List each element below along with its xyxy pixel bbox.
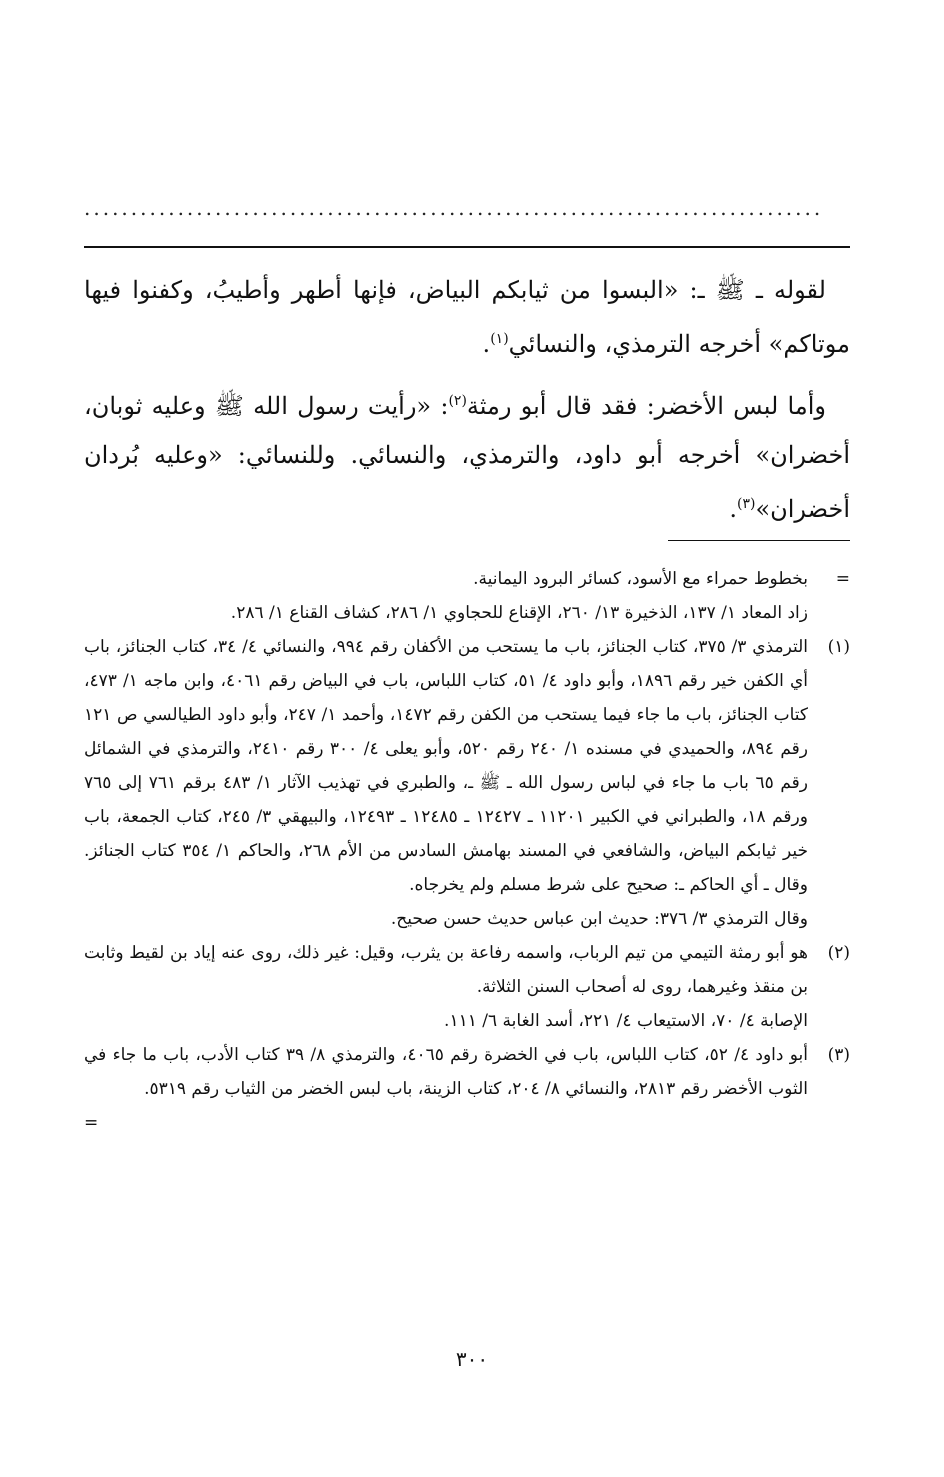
paragraph-2-end: . xyxy=(729,495,737,523)
footnotes xyxy=(84,562,850,1140)
paragraph-1-end: . xyxy=(482,330,491,358)
continuation-line-2: زاد المعاد ١/ ١٣٧، الذخيرة ١٣/ ٢٦٠، الإقناع للحجاوي ١/ ٢٨٦، كشاف القناع ١/ ٢٨٦. xyxy=(230,603,808,623)
footnote-3-number: (٣) xyxy=(827,1045,850,1065)
footnote-ref-3[interactable]: (٣) xyxy=(736,496,756,512)
paragraph-1 xyxy=(84,266,850,369)
footnote-ref-2[interactable]: (٢) xyxy=(448,393,467,409)
footnote-2-text: هو أبو رمثة التيمي من تيم الرباب، واسمه رفاعة بن يثرب، وقيل: غير ذلك، روى عنه إياد بن لقيط وثابت بن منقذ وغيرهما، روى له أصحاب السنن الثلاثة. xyxy=(84,943,808,997)
continuation-line-1: بخطوط حمراء مع الأسود، كسائر البرود اليمانية. xyxy=(473,569,808,589)
footnote-1-extra: وقال الترمذي ٣/ ٣٧٦: حديث ابن عباس حديث حسن صحيح. xyxy=(390,909,808,929)
header-rule xyxy=(84,246,850,248)
footnote-3-continuation-marker: = xyxy=(84,1113,99,1133)
footnote-1-text: الترمذي ٣/ ٣٧٥، كتاب الجنائز، باب ما يستحب من الأكفان رقم ٩٩٤، والنسائي ٤/ ٣٤، كتاب الجنائز، باب أي الكفن خير رقم ١٨٩٦، وأبو داود ٤/ ٥١، كتاب اللباس، باب في البياض رقم ٤٠٦١، وابن ماجه ١/ ٤٧٣، كتاب الجنائز، باب ما جاء فيما يستحب من الكفن رقم ١٤٧٢، وأحمد ١/ ٢٤٧، وأبو داود الطيالسي ص ١٢١ رقم ٨٩٤، والحميدي في مسنده ١/ ٢٤٠ رقم ٥٢٠، وأبو يعلى ٤/ ٣٠٠ رقم ٢٤١٠، والترمذي في الشمائل رقم ٦٥ باب ما جاء في لباس رسول الله ـ ﷺ ـ، والطبري في تهذيب الآثار ١/ ٤٨٣ برقم ٧٦١ إلى ٧٦٥ ورقم ١٨، والطبراني في الكبير ١١٢٠١ ـ ١٢٤٢٧ ـ ١٢٤٨٥ ـ ١٢٤٩٣، والبيهقي ٣/ ٢٤٥، كتاب الجمعة، باب خير ثيابكم البياض، والشافعي في المسند بهامش السادس من الأم ٢٦٨، والحاكم ١/ ٣٥٤ كتاب الجنائز. وقال ـ أي الحاكم ـ: صحيح على شرط مسلم ولم يخرجاه. xyxy=(84,637,808,895)
footnote-ref-1[interactable]: (١) xyxy=(490,331,509,347)
paragraph-2-text-a: وأما لبس الأخضر: فقد قال أبو رمثة xyxy=(466,392,826,420)
paragraph-2 xyxy=(84,377,850,534)
dotted-separator: ............................................................................... xyxy=(84,196,824,220)
footnote-2 xyxy=(84,936,850,1038)
footnote-1-number: (١) xyxy=(827,637,850,657)
paragraph-2-text-b: : «رأيت رسول الله ﷺ وعليه ثوبان، أخضران» أخرجه أبو داود، والترمذي، والنسائي. وللنسائي: «وعليه بُردان أخضران» xyxy=(84,392,850,523)
footnote-2-number: (٢) xyxy=(827,943,850,963)
page-number: ٣٠٠ xyxy=(455,1347,489,1371)
footnote-2-extra: الإصابة ٤/ ٧٠، الاستيعاب ٤/ ٢٢١، أسد الغابة ٦/ ١١١. xyxy=(444,1011,808,1031)
footnote-1 xyxy=(84,630,850,936)
continuation-marker: = xyxy=(835,569,850,589)
main-text xyxy=(84,266,850,534)
footnote-3-text: أبو داود ٤/ ٥٢، كتاب اللباس، باب في الخضرة رقم ٤٠٦٥، والترمذي ٨/ ٣٩ كتاب الأدب، باب ما جاء في الثوب الأخضر رقم ٢٨١٣، والنسائي ٨/ ٢٠٤، كتاب الزينة، باب لبس الخضر من الثياب رقم ٥٣١٩. xyxy=(84,1045,808,1099)
footnote-rule xyxy=(668,540,850,541)
footnote-3 xyxy=(84,1038,850,1140)
footnote-continuation xyxy=(84,562,850,630)
paragraph-1-text: لقوله ـ ﷺ ـ: «البسوا من ثيابكم البياض، فإنها أطهر وأطيبُ، وكفنوا فيها موتاكم» أخرجه الترمذي، والنسائي xyxy=(84,276,850,358)
